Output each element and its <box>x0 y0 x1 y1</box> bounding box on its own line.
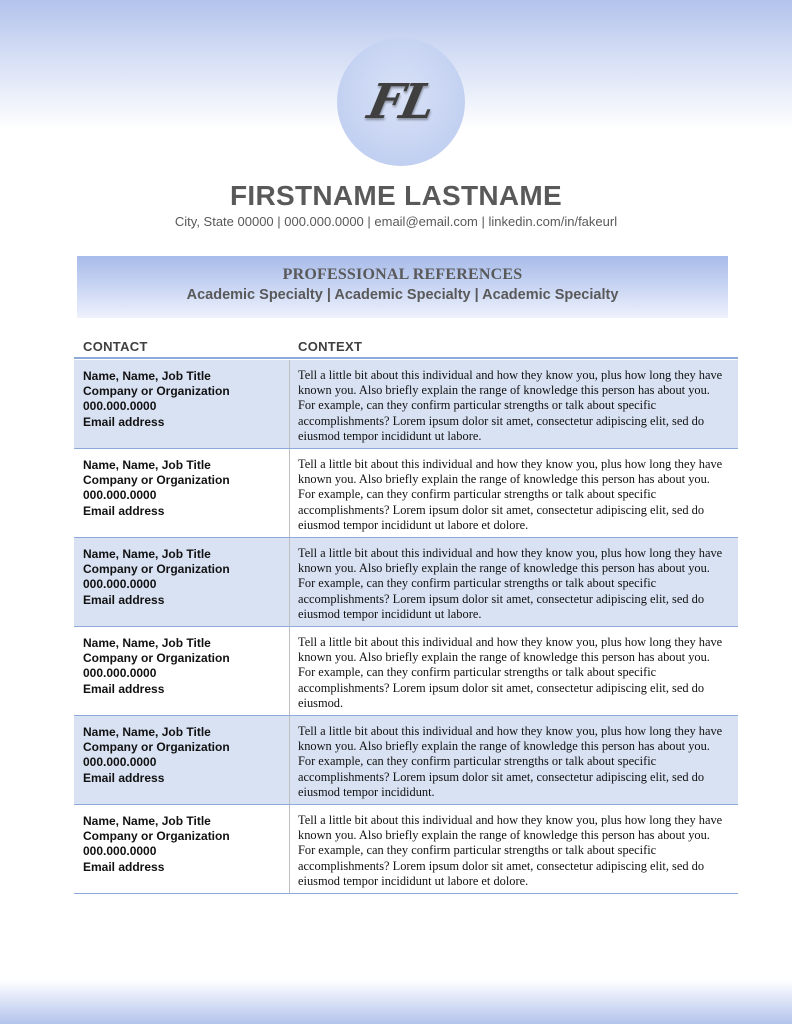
contact-info-line: City, State 00000 | 000.000.0000 | email@email.com | linkedin.com/in/fakeurl <box>174 214 618 229</box>
contact-cell <box>74 716 290 804</box>
reference-name: Name, Name, Job Title <box>83 814 211 828</box>
monogram-initials: FL <box>363 74 439 130</box>
reference-phone: 000.000.0000 <box>83 399 157 414</box>
reference-organization: Company or Organization <box>83 562 230 577</box>
section-title: PROFESSIONAL REFERENCES <box>282 266 523 283</box>
reference-email: Email address <box>83 414 165 429</box>
table-row <box>74 360 738 449</box>
header-contact: CONTACT <box>83 339 148 354</box>
table-row <box>74 538 738 627</box>
reference-name: Name, Name, Job Title <box>83 725 211 739</box>
section-subtitle: Academic Specialty | Academic Specialty | Academic Specialty <box>186 287 619 303</box>
reference-organization: Company or Organization <box>83 829 230 844</box>
context-cell: Tell a little bit about this individual and how they know you, plus how long they have known you. Also briefly explain the range of knowledge this person has about you. For example, can they confirm particular strengths or talk about specific accomplishments? Lorem ipsum dolor sit amet, consectetur adipiscing elit, sed do eiusmod tempor incididunt ut labore et dolore. <box>298 813 723 888</box>
table-row <box>74 449 738 538</box>
reference-phone: 000.000.0000 <box>83 844 157 859</box>
contact-cell <box>74 360 290 448</box>
references-table <box>74 339 738 894</box>
reference-email: Email address <box>83 592 165 607</box>
monogram-badge <box>337 38 465 166</box>
context-cell: Tell a little bit about this individual and how they know you, plus how long they have known you. Also briefly explain the range of knowledge this person has about you. For example, can they confirm particular strengths or talk about specific accomplishments? Lorem ipsum dolor sit amet, consectetur adipiscing elit, sed do eiusmod tempor incididunt ut labore. <box>298 546 723 621</box>
contact-cell <box>74 449 290 537</box>
reference-name: Name, Name, Job Title <box>83 369 211 383</box>
reference-name: Name, Name, Job Title <box>83 547 211 561</box>
table-row <box>74 716 738 805</box>
context-cell: Tell a little bit about this individual and how they know you, plus how long they have known you. Also briefly explain the range of knowledge this person has about you. For example, can they confirm particular strengths or talk about specific accomplishments? Lorem ipsum dolor sit amet, consectetur adipiscing elit, sed do eiusmod tempor incididunt ut labore et dolore. <box>298 457 723 532</box>
reference-organization: Company or Organization <box>83 384 230 399</box>
table-row <box>74 805 738 894</box>
reference-email: Email address <box>83 859 165 874</box>
contact-cell <box>74 805 290 893</box>
bottom-gradient-band <box>0 980 792 1024</box>
section-banner <box>77 256 728 318</box>
contact-cell <box>74 538 290 626</box>
reference-organization: Company or Organization <box>83 473 230 488</box>
reference-name: Name, Name, Job Title <box>83 636 211 650</box>
reference-phone: 000.000.0000 <box>83 577 157 592</box>
reference-phone: 000.000.0000 <box>83 666 157 681</box>
reference-email: Email address <box>83 681 165 696</box>
reference-organization: Company or Organization <box>83 651 230 666</box>
reference-organization: Company or Organization <box>83 740 230 755</box>
contact-cell <box>74 627 290 715</box>
reference-name: Name, Name, Job Title <box>83 458 211 472</box>
header-context: CONTEXT <box>298 339 363 354</box>
table-row <box>74 627 738 716</box>
context-cell: Tell a little bit about this individual and how they know you, plus how long they have known you. Also briefly explain the range of knowledge this person has about you. For example, can they confirm particular strengths or talk about specific accomplishments? Lorem ipsum dolor sit amet, consectetur adipiscing elit, sed do eiusmod tempor incididunt. <box>298 724 723 799</box>
reference-phone: 000.000.0000 <box>83 755 157 770</box>
candidate-name: FIRSTNAME LASTNAME <box>229 180 563 211</box>
context-cell: Tell a little bit about this individual and how they know you, plus how long they have known you. Also briefly explain the range of knowledge this person has about you. For example, can they confirm particular strengths or talk about specific accomplishments? Lorem ipsum dolor sit amet, consectetur adipiscing elit, sed do eiusmod tempor incididunt ut labore. <box>298 368 723 443</box>
context-cell: Tell a little bit about this individual and how they know you, plus how long they have known you. Also briefly explain the range of knowledge this person has about you. For example, can they confirm particular strengths or talk about specific accomplishments? Lorem ipsum dolor sit amet, consectetur adipiscing elit, sed do eiusmod. <box>298 635 723 710</box>
reference-phone: 000.000.0000 <box>83 488 157 503</box>
table-header <box>74 339 738 359</box>
reference-email: Email address <box>83 503 165 518</box>
reference-email: Email address <box>83 770 165 785</box>
